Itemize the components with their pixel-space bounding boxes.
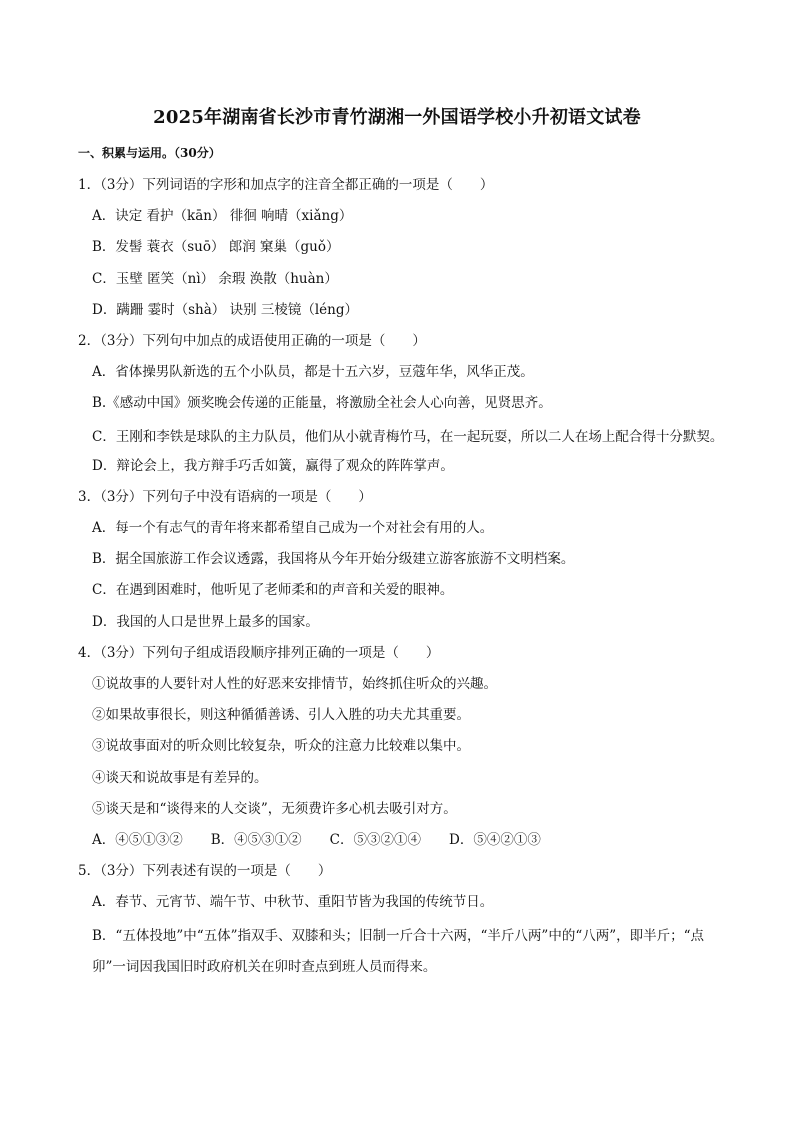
question-4-option-b: B．④⑤③①② xyxy=(210,831,302,848)
question-3-option-a: A．每一个有志气的青年将来都希望自己成为一个对社会有用的人。 xyxy=(92,520,494,537)
question-4-option-c: C．⑤③②①④ xyxy=(329,831,422,848)
question-1-stem: 1．（3分）下列词语的字形和加点字的注音全都正确的一项是（ ） xyxy=(78,177,494,193)
question-4-option-a: A．④⑤①③② xyxy=(92,831,183,848)
question-1-option-a: A．诀定 看护（kān） 徘徊 响晴（xiǎng） xyxy=(92,208,353,225)
question-3-stem: 3．（3分）下列句子中没有语病的一项是（ ） xyxy=(78,488,372,505)
question-3-option-b: B．据全国旅游工作会议透露，我国将从今年开始分级建立游客旅游不文明档案。 xyxy=(92,551,575,568)
question-3-option-d: D．我国的人口是世界上最多的国家。 xyxy=(92,613,319,630)
question-4-options xyxy=(78,827,728,858)
question-4-option-d: D．⑤④②①③ xyxy=(449,831,541,848)
question-1-option-c: C．玉壁 匿笑（nì） 余瑕 涣散（huàn） xyxy=(92,270,338,287)
question-4-sentence-3: ③说故事面对的听众则比较复杂，听众的注意力比较难以集中。 xyxy=(92,738,470,755)
question-4-sentence-4: ④谈天和说故事是有差异的。 xyxy=(92,769,268,786)
question-3-option-c: C．在遇到困难时，他听见了老师柔和的声音和关爱的眼神。 xyxy=(92,582,454,599)
question-4-sentence-1: ①说故事的人要针对人性的好恶来安排情节，始终抓住听众的兴趣。 xyxy=(92,676,497,693)
question-2-option-b: B.《感动中国》颁奖晚会传递的正能量，将激励全社会人心向善，见贤思齐。 xyxy=(92,395,552,412)
exam-title: 2025年湖南省长沙市青竹湖湘一外国语学校小升初语文试卷 xyxy=(153,107,641,128)
questions xyxy=(78,172,728,983)
question-4-stem: 4．（3分）下列句子组成语段顺序排列正确的一项是（ ） xyxy=(78,644,440,661)
question-5-option-b: B．“五体投地”中“五体”指双手、双膝和头；旧制一斤合十六两，“半斤八两”中的“八两”，即半斤；“点卯”一词因我国旧时政府机关在卯时查点到班人员而得来。 xyxy=(92,927,705,975)
question-2-option-a: A．省体操男队新选的五个小队员，都是十五六岁，豆蔻年华，风华正茂。 xyxy=(92,364,534,381)
section-heading: 一、积累与运用。（30分） xyxy=(78,146,221,160)
question-1-option-b: B．发髻 蓑衣（suō） 郎润 窠巢（guǒ） xyxy=(92,239,340,256)
question-5-stem: 5．（3分）下列表述有误的一项是（ ） xyxy=(78,863,332,880)
question-5-option-a: A．春节、元宵节、端午节、中秋节、重阳节皆为我国的传统节日。 xyxy=(92,894,494,911)
question-2-option-d: D．辩论会上，我方辩手巧舌如簧，赢得了观众的阵阵掌声。 xyxy=(92,457,454,474)
question-4-sentence-5: ⑤谈天是和“谈得来的人交谈”，无须费许多心机去吸引对方。 xyxy=(92,800,457,817)
question-1-option-d: D．蹒跚 霎时（shà） 诀别 三棱镜（léng） xyxy=(92,301,359,318)
question-2-option-c: C．王刚和李铁是球队的主力队员，他们从小就青梅竹马，在一起玩耍，所以二人在场上配合得十分默契。 xyxy=(92,428,724,445)
question-4-sentence-2: ②如果故事很长，则这种循循善诱、引人入胜的功夫尤其重要。 xyxy=(92,707,470,724)
question-2-stem: 2．（3分）下列句中加点的成语使用正确的一项是（ ） xyxy=(78,332,426,349)
